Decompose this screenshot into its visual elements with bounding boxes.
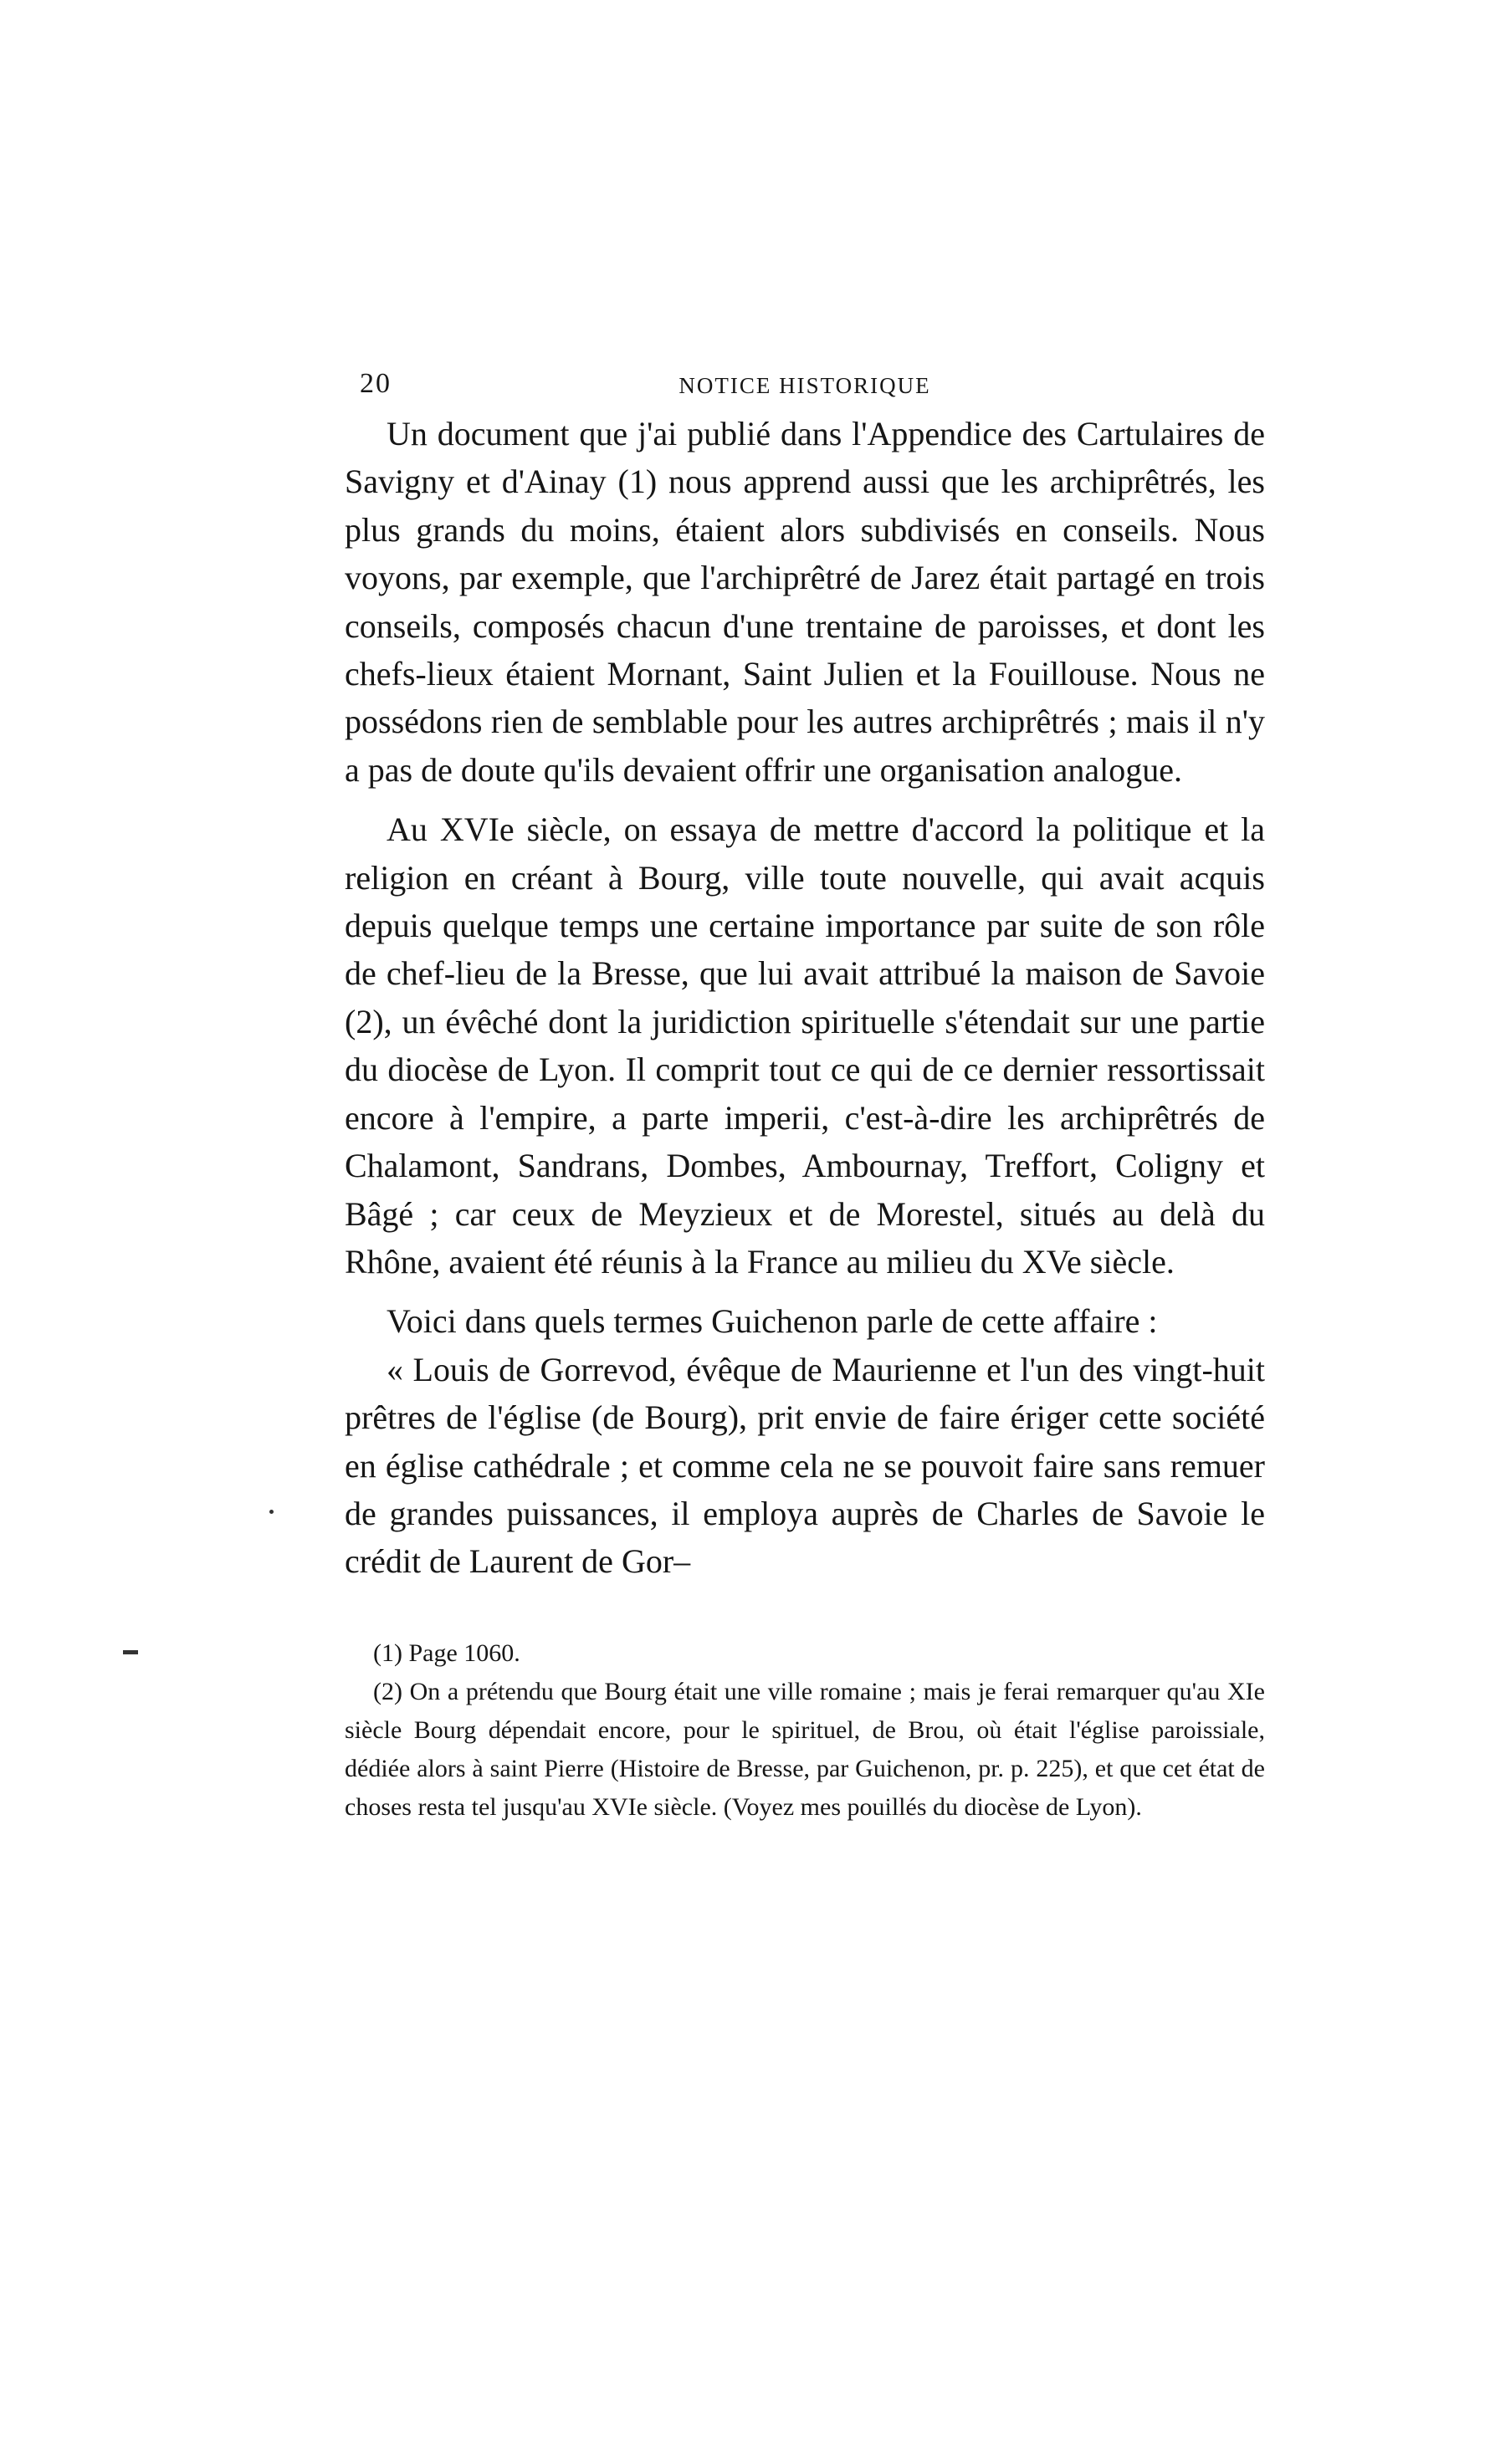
- footnotes: [345, 1634, 1265, 1827]
- footnote-1: (1) Page 1060.: [373, 1638, 520, 1667]
- paragraph-1: Un document que j'ai publié dans l'Appendice des Cartulaires de Savigny et d'Ainay (1) nous apprend aussi que les archiprêtrés, les plus grands du moins, étaient alors subdivisés en conseils. Nous voyons, par exemple, que l'archiprêtré de Jarez était partagé en trois conseils, composés chacun d'une trentaine de paroisses, et dont les chefs-lieux étaient Mornant, Saint Julien et la Fouillouse. Nous ne possédons rien de semblable pour les autres archiprêtrés ; mais il n'y a pas de doute qu'ils devaient offrir une organisation analogue.: [345, 415, 1265, 789]
- footnote-2: (2) On a prétendu que Bourg était une ville romaine ; mais je ferai remarquer qu'au XIe siècle Bourg dépendait encore, pour le spirituel, de Brou, où était l'église paroissiale, dédiée alors à saint Pierre (Histoire de Bresse, par Guichenon, pr. p. 225), et que cet état de choses resta tel jusqu'au XVIe siècle. (Voyez mes pouillés du diocèse de Lyon).: [345, 1677, 1265, 1821]
- book-page: [345, 368, 1265, 1827]
- running-head: [345, 368, 1265, 405]
- margin-speck: [269, 1510, 274, 1514]
- running-title: NOTICE HISTORIQUE: [678, 373, 931, 398]
- page-number: 20: [360, 368, 392, 399]
- quotation-paragraph: « Louis de Gorrevod, évêque de Maurienne et l'un des vingt-huit prêtres de l'église (de Bourg), prit envie de faire ériger cette société en église cathédrale ; et comme cela ne se pouvoit faire sans remuer de grandes puissances, il employa auprès de Charles de Savoie le crédit de Laurent de Gor–: [345, 1350, 1265, 1581]
- margin-dash: [123, 1650, 138, 1654]
- paragraph-3: Voici dans quels termes Guichenon parle de cette affaire :: [387, 1302, 1158, 1341]
- paragraph-2: Au XVIe siècle, on essaya de mettre d'accord la politique et la religion en créant à Bourg, ville toute nouvelle, qui avait acquis depuis quelque temps une certaine importance par suite de son rôle de chef-lieu de la Bresse, que lui avait attribué la maison de Savoie (2), un évêché dont la juridiction spirituelle s'étendait sur une partie du diocèse de Lyon. Il comprit tout ce qui de ce dernier ressortissait encore à l'empire, a parte imperii, c'est-à-dire les archiprêtrés de Chalamont, Sandrans, Dombes, Ambournay, Treffort, Coligny et Bâgé ; car ceux de Meyzieux et de Morestel, situés au delà du Rhône, avaient été réunis à la France au milieu du XVe siècle.: [345, 810, 1265, 1281]
- body-text: [345, 410, 1265, 1586]
